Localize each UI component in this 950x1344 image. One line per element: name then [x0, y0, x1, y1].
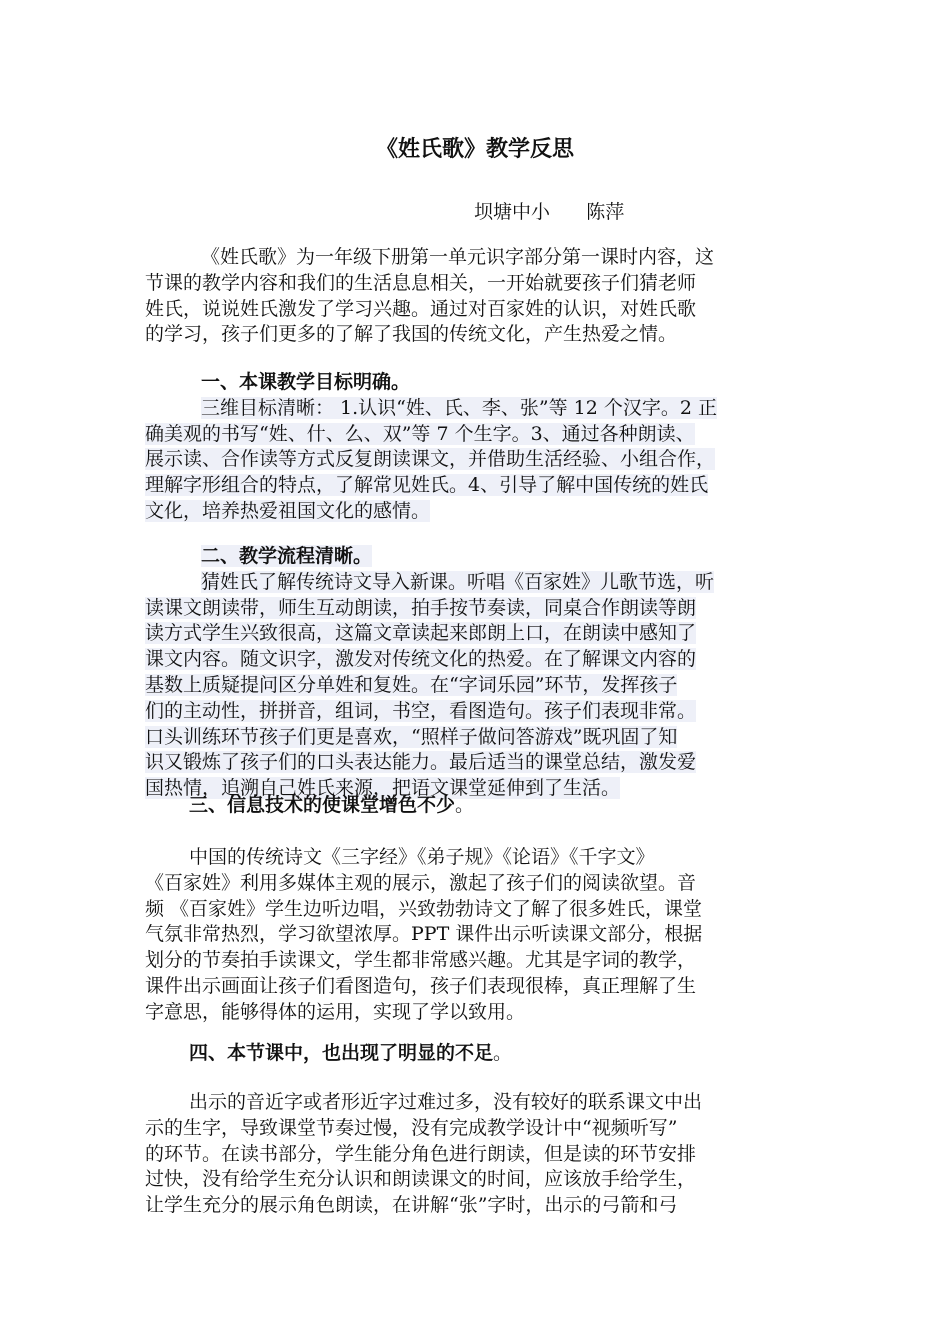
- text-line: 口头训练环节孩子们更是喜欢，“照样子做问答游戏”既巩固了知: [145, 725, 678, 748]
- document-title: 《姓氏歌》教学反思: [375, 136, 574, 162]
- text-line: 让学生充分的展示角色朗读，在讲解“张”字时，出示的弓箭和弓: [145, 1194, 678, 1217]
- text-line: 读课文朗读带，师生互动朗读，拍手按节奏读，同桌合作朗读等朗: [145, 596, 697, 619]
- text-line: 猜姓氏了解传统诗文导入新课。听唱《百家姓》儿歌节选，听: [201, 570, 715, 593]
- text-line: 理解字形组合的特点，了解常见姓氏。4、引导了解中国传统的姓氏: [145, 474, 709, 497]
- section-heading: 二、教学流程清晰。: [201, 545, 373, 567]
- text-line: 确美观的书写“姓、什、么、双”等 7 个生字。3、通过各种朗读、: [145, 422, 695, 445]
- text-line: 的学习，孩子们更多的了解了我国的传统文化，产生热爱之情。: [145, 323, 678, 346]
- text-line: 姓氏，说说姓氏激发了学习兴趣。通过对百家姓的认识，对姓氏歌: [145, 297, 697, 320]
- text-line: 识又锻炼了孩子们的口头表达能力。最后适当的课堂总结，激发爱: [145, 751, 697, 774]
- section-heading: 三、信息技术的使课堂增色不少: [189, 794, 456, 816]
- heading-punctuation: 。: [493, 1042, 513, 1064]
- text-line: 课文内容。随文识字，激发对传统文化的热爱。在了解课文内容的: [145, 648, 697, 671]
- section-process: [145, 544, 825, 802]
- text-line: 中国的传统诗文《三字经》《弟子规》《论语》《千字文》: [189, 846, 655, 868]
- text-line: 文化，培养热爱祖国文化的感情。: [145, 499, 431, 522]
- text-line: 出示的音近字或者形近字过难过多，没有较好的联系课文中出: [189, 1091, 703, 1113]
- text-line: 《百家姓》利用多媒体主观的展示，激起了孩子们的阅读欲望。音: [145, 871, 697, 894]
- text-line: 国热情，追溯自己姓氏来源，把语文课堂延伸到了生活。: [145, 777, 621, 800]
- section-heading: 一、本课教学目标明确。: [201, 371, 411, 393]
- text-line: 频 《百家姓》学生边听边唱，兴致勃勃诗文了解了很多姓氏，课堂: [145, 897, 703, 920]
- intro-paragraph: [145, 245, 825, 348]
- author-byline: 坝塘中小 陈萍: [474, 201, 625, 223]
- section-objectives: [145, 370, 825, 525]
- shortcomings-paragraph: [145, 1090, 825, 1219]
- text-line: 课件出示画面让孩子们看图造句，孩子们表现很棒，真正理解了生: [145, 974, 697, 997]
- technology-paragraph: [145, 845, 825, 1026]
- heading-punctuation: 。: [455, 794, 475, 816]
- text-line: 气氛非常热烈，学习欲望浓厚。PPT 课件出示听读课文部分，根据: [145, 923, 703, 946]
- text-line: 节课的教学内容和我们的生活息息相关，一开始就要孩子们猜老师: [145, 271, 697, 294]
- text-line: 展示读、合作读等方式反复朗读课文，并借助生活经验、小组合作，: [145, 448, 716, 471]
- section-heading: 四、本节课中，也出现了明显的不足: [189, 1042, 494, 1064]
- text-line: 示的生字，导致课堂节奏过慢，没有完成教学设计中“视频听写”: [145, 1116, 678, 1139]
- section-technology: [145, 793, 825, 819]
- text-line: 的环节。在读书部分，学生能分角色进行朗读，但是读的环节安排: [145, 1142, 697, 1165]
- text-line: 划分的节奏拍手读课文，学生都非常感兴趣。尤其是字词的教学，: [145, 949, 697, 972]
- text-line: 三维目标清晰： 1.认识“姓、氏、李、张”等 12 个汉字。2 正: [201, 396, 717, 419]
- text-line: 读方式学生兴致很高，这篇文章读起来郎朗上口，在朗读中感知了: [145, 622, 697, 645]
- text-line: 们的主动性，拼拼音，组词，书空，看图造句。孩子们表现非常。: [145, 699, 697, 722]
- text-line: 《姓氏歌》为一年级下册第一单元识字部分第一课时内容，这: [201, 246, 715, 268]
- section-shortcomings: [145, 1041, 825, 1067]
- text-line: 字意思，能够得体的运用，实现了学以致用。: [145, 1000, 526, 1023]
- text-line: 过快，没有给学生充分认识和朗读课文的时间，应该放手给学生，: [145, 1168, 697, 1191]
- text-line: 基数上质疑提问区分单姓和复姓。在“字词乐园”环节，发挥孩子: [145, 673, 678, 696]
